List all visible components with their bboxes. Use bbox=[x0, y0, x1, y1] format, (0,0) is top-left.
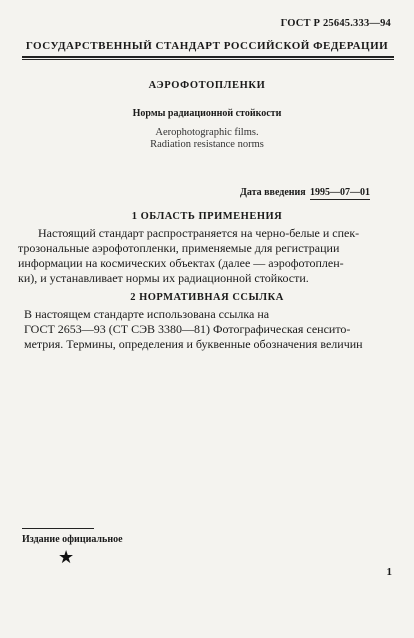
page-number: 1 bbox=[386, 566, 392, 578]
document-subtitle: Нормы радиационной стойкости bbox=[132, 108, 282, 119]
paragraph-line: ки), и устанавливает нормы их радиационной стойкости. bbox=[18, 271, 309, 285]
paragraph-line: трозональные аэрофотопленки, применяемые для регистрации bbox=[18, 241, 340, 255]
section-paragraph-reference bbox=[24, 307, 391, 352]
paragraph-line: Настоящий стандарт распространяется на черно-белые и спек- bbox=[38, 226, 360, 240]
document-title: АЭРОФОТОПЛЕНКИ bbox=[148, 80, 266, 91]
header-rule-thin bbox=[22, 59, 394, 60]
paragraph-line: ГОСТ 2653—93 (СТ СЭВ 3380—81) Фотографическая сенсито- bbox=[24, 322, 351, 336]
paragraph-line: информации на космических объектах (далее — аэрофотоплен- bbox=[18, 256, 344, 270]
english-title bbox=[0, 127, 414, 151]
standard-header: ГОСУДАРСТВЕННЫЙ СТАНДАРТ РОССИЙСКОЙ ФЕДЕРАЦИИ bbox=[25, 40, 389, 52]
paragraph-line: метрия. Термины, определения и буквенные обозначения величин bbox=[24, 337, 363, 351]
footnote-rule bbox=[22, 528, 94, 529]
header-rule-thick bbox=[22, 56, 394, 58]
document-code: ГОСТ Р 25645.333—94 bbox=[280, 18, 391, 29]
english-title-line-2: Radiation resistance norms bbox=[150, 139, 264, 150]
section-paragraph-scope bbox=[18, 226, 391, 286]
intro-date-value: 1995—07—01 bbox=[310, 187, 370, 198]
section-heading-reference: 2 НОРМАТИВНАЯ ССЫЛКА bbox=[130, 292, 284, 303]
english-title-line-1: Aerophotographic films. bbox=[155, 127, 259, 138]
intro-date-label: Дата введения bbox=[240, 187, 306, 198]
edition-note: Издание официальное bbox=[22, 534, 123, 545]
star-icon: ★ bbox=[58, 547, 75, 568]
paragraph-line: В настоящем стандарте использована ссылка на bbox=[24, 307, 270, 321]
section-heading-scope: 1 ОБЛАСТЬ ПРИМЕНЕНИЯ bbox=[131, 211, 283, 222]
